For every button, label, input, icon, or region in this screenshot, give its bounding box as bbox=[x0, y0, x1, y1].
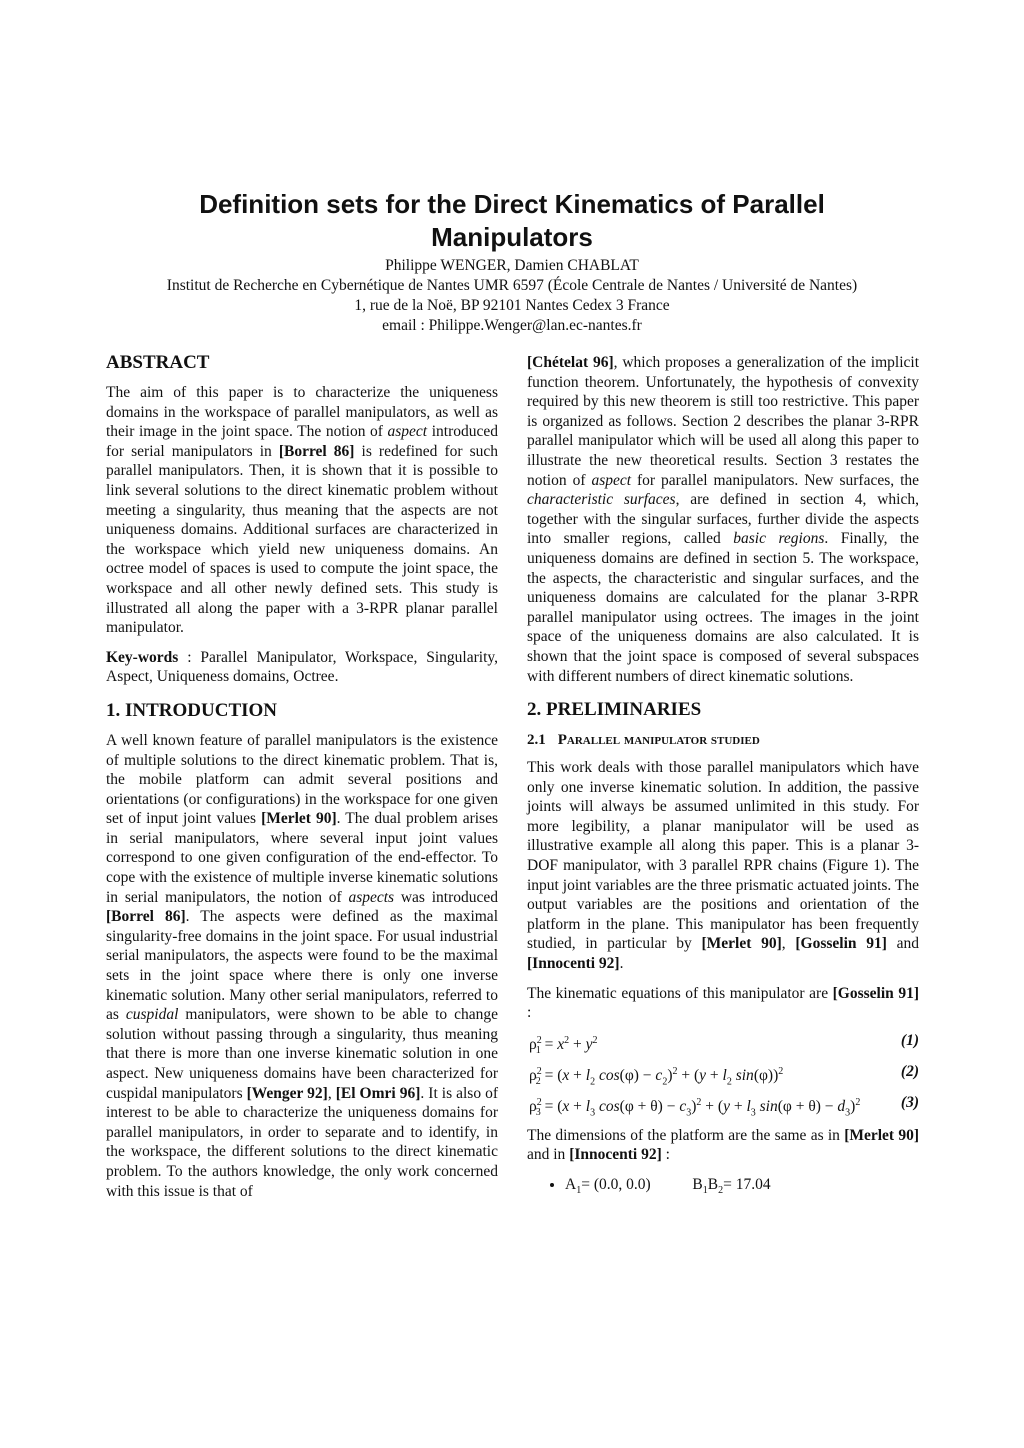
equation-1: $\rho^2_1 = x^2 + y^2$ (1) bbox=[529, 1031, 919, 1057]
equation-3: $\rho^2_3 = (x + l_3$ $\cos(\varphi + \theta) - c_3)^2 + (y + l_3$ $\sin(\varphi + \theta) - d_3)^2$ (3) bbox=[529, 1093, 919, 1119]
right-column bbox=[527, 353, 919, 1201]
title-line-2: Manipulators bbox=[431, 222, 593, 252]
kinematic-equations-intro: The kinematic equations of this manipulator are [Gosselin 91] : bbox=[527, 984, 919, 1022]
abstract-paragraph: The aim of this paper is to characterize the uniqueness domains in the workspace of parallel manipulators, as well as their image in the joint space. The notion of aspect introduced for serial manipulators in [Borrel 86] is redefined for such parallel manipulators. Then, it is shown that it is possible to link several solutions to the direct kinematic problem without meeting a singularity, thus meaning that the aspects are not uniqueness domains. Additional surfaces are characterized in the workspace which yield new uniqueness domains. An octree model of spaces is used to compute the joint space, the workspace and all other newly defined sets. This study is illustrated all along the paper with a 3-RPR planar parallel manipulator. bbox=[106, 384, 499, 637]
email: email : Philippe.Wenger@lan.ec-nantes.fr bbox=[382, 317, 642, 334]
dimension-list bbox=[527, 1175, 919, 1201]
address: 1, rue de la Noë, BP 92101 Nantes Cedex 3 France bbox=[354, 297, 670, 314]
preliminaries-heading: 2. PRELIMINARIES bbox=[527, 699, 702, 721]
dimensions-paragraph: The dimensions of the platform are the same as in [Merlet 90] and in [Innocenti 92] : bbox=[527, 1126, 920, 1164]
introduction-paragraph: A well known feature of parallel manipulators is the existence of multiple solutions to the direct kinematic problem. That is, the mobile platform can admit several positions and orientations (or configurations) in the workspace for one given set of input joint values [Merlet 90]. The dual problem arises in serial manipulators, where several input joint values correspond to one given configuration of the end-effector. To cope with the existence of multiple inverse kinematic solutions in serial manipulators, the notion of aspects was introduced [Borrel 86]. The aspects were defined as the maximal singularity-free domains in the joint space. For usual industrial serial manipulators, the aspects were found to be the maximal sets in the joint space where there is only one inverse kinematic solution. Many other serial manipulators, referred to as cuspidal manipulators, were shown to be able to change solution without passing through a singularity, thus meaning that there is more than one inverse kinematic solution in one aspect. New uniqueness domains have been characterized for cuspidal manipulators [Wenger 92], [El Omri 96]. It is also of interest to be able to characterize the uniqueness domains for parallel manipulators, in order to separate and to identify, in the workspace, the different solutions to the direct kinematic problem. To the authors knowledge, the only work concerned with this issue is that of bbox=[106, 731, 499, 1200]
list-item: • $A_1= (0.0$, 0.0) $B_1B_2= 17.04$ bbox=[565, 1175, 919, 1201]
introduction-heading: 1. INTRODUCTION bbox=[106, 699, 278, 721]
equation-2: $\rho^2_2 = (x + l_2$ $\cos(\varphi) - c_2)^2 + (y + l_2$ sin(φ))$^2$ (2) bbox=[529, 1062, 919, 1088]
keywords: Key-words : Parallel Manipulator, Workspace, Singularity, Aspect, Uniqueness domains, Octree. bbox=[106, 648, 499, 686]
abstract-heading: ABSTRACT bbox=[106, 352, 210, 373]
left-column bbox=[106, 349, 498, 1211]
title-line-1: Definition sets for the Direct Kinematics of Parallel bbox=[199, 189, 825, 219]
introduction-continued: [Chételat 96], which proposes a generalization of the implicit function theorem. Unfortunately, the hypothesis of convexity required by this new theorem is still too restrictive. This paper is organized as follows. Section 2 describes the planar 3-RPR parallel manipulator which will be used all along this paper to illustrate the new theoretical results. Section 3 restates the notion of aspect for parallel manipulators. New surfaces, the characteristic surfaces, are defined in section 4, which, together with the singular surfaces, further divide the aspects into smaller regions, called basic regions. Finally, the uniqueness domains are defined in section 5. The workspace, the aspects, the characteristic and singular surfaces, and the uniqueness domains are calculated for the planar 3-RPR parallel manipulator using octrees. The images in the joint space of the uniqueness domains are also calculated. It is shown that the joint space is composed of several subspaces with different numbers of direct kinematic solutions. bbox=[527, 354, 920, 685]
authors: Philippe WENGER, Damien CHABLAT bbox=[385, 257, 639, 274]
subsection-heading: 2.1 Parallel manipulator studied bbox=[527, 732, 760, 749]
paper-title bbox=[0, 188, 1024, 254]
manipulator-paragraph: This work deals with those parallel manipulators which have only one inverse kinematic solution. In addition, the passive joints will always be assumed unlimited in this study. For more legibility, a planar manipulator will be used as illustrative example all along this paper. This is a planar 3-DOF manipulator, with 3 parallel RPR chains (Figure 1). The input joint variables are the three prismatic actuated joints. The output variables are the positions and orientation of the platform in the plane. This manipulator has been frequently studied, in particular by [Merlet 90], [Gosselin 91] and [Innocenti 92]. bbox=[527, 759, 920, 973]
affiliation: Institut de Recherche en Cybernétique de Nantes UMR 6597 (École Centrale de Nantes / Université de Nantes) bbox=[166, 277, 858, 294]
